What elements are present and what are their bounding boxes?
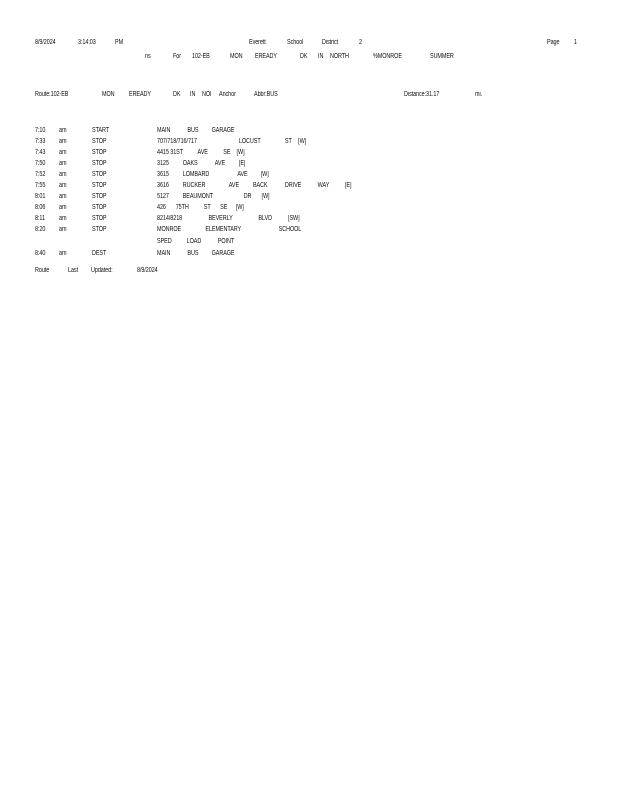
district-word-4: 2: [359, 39, 362, 46]
stop-word: AVE: [228, 182, 240, 189]
stop-location: [157, 193, 269, 201]
stop-word: AVE: [197, 149, 208, 156]
stop-word: OAKS: [182, 160, 198, 167]
route-name: EREADY: [129, 91, 151, 98]
header-line2-word: %MONROE: [373, 53, 402, 60]
district-word-2: School: [287, 39, 304, 46]
stop-ampm: am: [59, 250, 67, 257]
header-line2-word: NORTH: [330, 53, 349, 60]
stop-word: 31ST: [170, 149, 184, 156]
stop-type: STOP: [92, 215, 107, 222]
stop-word: [W]: [236, 149, 245, 156]
stop-word: SE: [220, 204, 228, 211]
stop-type: DEST: [92, 250, 107, 257]
stop-type: STOP: [92, 226, 107, 233]
stop-word: 3615: [157, 171, 169, 178]
header-line2-word: SUMMER: [430, 53, 454, 60]
footer-word-last: Last: [68, 267, 79, 274]
page-number: 1: [574, 39, 577, 46]
stop-word: SCHOOL: [278, 226, 302, 233]
header-line2-word: MON: [230, 53, 243, 60]
stop-location: [157, 171, 269, 179]
stop-word: BACK: [252, 182, 268, 189]
stop-word: 426: [157, 204, 166, 211]
stop-ampm: am: [59, 193, 67, 200]
header-line2-word: EREADY: [255, 53, 277, 60]
header-line2-word: ns: [145, 53, 151, 60]
stop-word: MAIN: [157, 250, 171, 257]
stop-location: [157, 238, 234, 246]
stop-word: [SW]: [288, 215, 300, 222]
report-time: 3:14:03: [78, 39, 96, 46]
stop-time: 7:10: [35, 127, 46, 134]
route-abbr: Abbr:BUS: [254, 91, 278, 98]
route-id: Route:102-EB: [35, 91, 69, 98]
route-anchor: Anchor: [219, 91, 236, 98]
stop-word: SPED: [157, 238, 172, 245]
stop-location: [157, 182, 351, 190]
route-dk: DK: [173, 91, 181, 98]
stop-word: ST: [284, 138, 292, 145]
stop-type: START: [92, 127, 110, 134]
stop-type: STOP: [92, 149, 107, 156]
stop-time: 7:50: [35, 160, 46, 167]
stop-word: 8214/8218: [157, 215, 183, 222]
stop-time: 8:11: [35, 215, 45, 222]
stop-word: [E]: [238, 160, 246, 167]
stop-word: AVE: [214, 160, 226, 167]
stop-word: RUCKER: [182, 182, 206, 189]
header-line2-word: DK: [300, 53, 308, 60]
stop-word: 3616: [157, 182, 169, 189]
stop-time: 8:40: [35, 250, 46, 257]
route-noi: NOI: [202, 91, 212, 98]
stop-type: STOP: [92, 171, 107, 178]
stop-word: AVE: [237, 171, 248, 178]
stop-word: GARAGE: [211, 250, 235, 257]
stop-type: STOP: [92, 182, 107, 189]
route-in: IN: [190, 91, 196, 98]
stop-time: 7:52: [35, 171, 46, 178]
stop-word: ELEMENTARY: [205, 226, 242, 233]
stop-word: DR: [243, 193, 252, 200]
stop-time: 8:20: [35, 226, 46, 233]
stop-word: ST: [203, 204, 211, 211]
stop-ampm: am: [59, 215, 67, 222]
stop-location: [157, 250, 235, 258]
page-label: Page: [547, 39, 560, 46]
stop-word: BUS: [187, 250, 199, 257]
district-word-3: District: [322, 39, 339, 46]
stop-type: STOP: [92, 193, 107, 200]
route-distance: Distance:31.17: [404, 91, 440, 98]
stop-ampm: am: [59, 138, 67, 145]
stop-time: 7:33: [35, 138, 46, 145]
stop-type: STOP: [92, 204, 107, 211]
stop-word: [W]: [235, 204, 244, 211]
stop-location: [157, 215, 300, 223]
stop-word: BEVERLY: [208, 215, 233, 222]
footer-word-route: Route: [35, 267, 50, 274]
stop-location: [157, 138, 306, 146]
route-days: MON: [102, 91, 115, 98]
stop-word: 3125: [157, 160, 169, 167]
stop-word: SE: [223, 149, 231, 156]
report-date: 8/9/2024: [35, 39, 56, 46]
stop-location: [157, 160, 245, 168]
stop-word: BUS: [187, 127, 199, 134]
stop-time: 8:06: [35, 204, 46, 211]
stop-word: POINT: [217, 238, 235, 245]
stop-word: [W]: [298, 138, 307, 145]
stop-ampm: am: [59, 226, 67, 233]
stop-type: STOP: [92, 160, 107, 167]
stop-time: 7:43: [35, 149, 46, 156]
district-word-1: Everett: [249, 39, 266, 46]
stop-ampm: am: [59, 160, 67, 167]
report-ampm: PM: [115, 39, 124, 46]
stop-word: BLVD: [258, 215, 272, 222]
stop-location: [157, 226, 301, 234]
stop-word: MAIN: [157, 127, 171, 134]
route-distance-unit: mi.: [475, 91, 483, 98]
stop-word: [E]: [344, 182, 352, 189]
header-line2-word: IN: [318, 53, 324, 60]
stop-word: 75TH: [175, 204, 189, 211]
stop-type: STOP: [92, 138, 107, 145]
stop-word: [W]: [261, 193, 270, 200]
stop-word: [W]: [260, 171, 269, 178]
stop-word: 707/718/716/717: [157, 138, 197, 145]
stop-location: [157, 149, 245, 157]
header-line2-word: For: [173, 53, 181, 60]
stop-ampm: am: [59, 182, 67, 189]
header-line2-word: 102-EB: [192, 53, 210, 60]
stop-location: [157, 204, 244, 212]
stop-word: LOMBARD: [182, 171, 210, 178]
stop-time: 7:55: [35, 182, 46, 189]
stop-ampm: am: [59, 171, 67, 178]
footer-word-updated: Updated:: [91, 267, 113, 274]
stop-ampm: am: [59, 204, 67, 211]
stop-word: MONROE: [157, 226, 182, 233]
stop-word: 5127: [157, 193, 169, 200]
stop-ampm: am: [59, 149, 67, 156]
stop-word: BEAUMONT: [182, 193, 214, 200]
stop-word: 4415: [157, 149, 169, 156]
footer-updated-date: 8/9/2024: [137, 267, 158, 274]
stop-word: DRIVE: [284, 182, 302, 189]
stop-word: LOAD: [186, 238, 202, 245]
stop-time: 8:01: [35, 193, 46, 200]
stop-location: [157, 127, 235, 135]
stop-ampm: am: [59, 127, 67, 134]
stop-word: GARAGE: [211, 127, 235, 134]
stop-word: WAY: [317, 182, 330, 189]
stop-word: LOCUST: [238, 138, 261, 145]
